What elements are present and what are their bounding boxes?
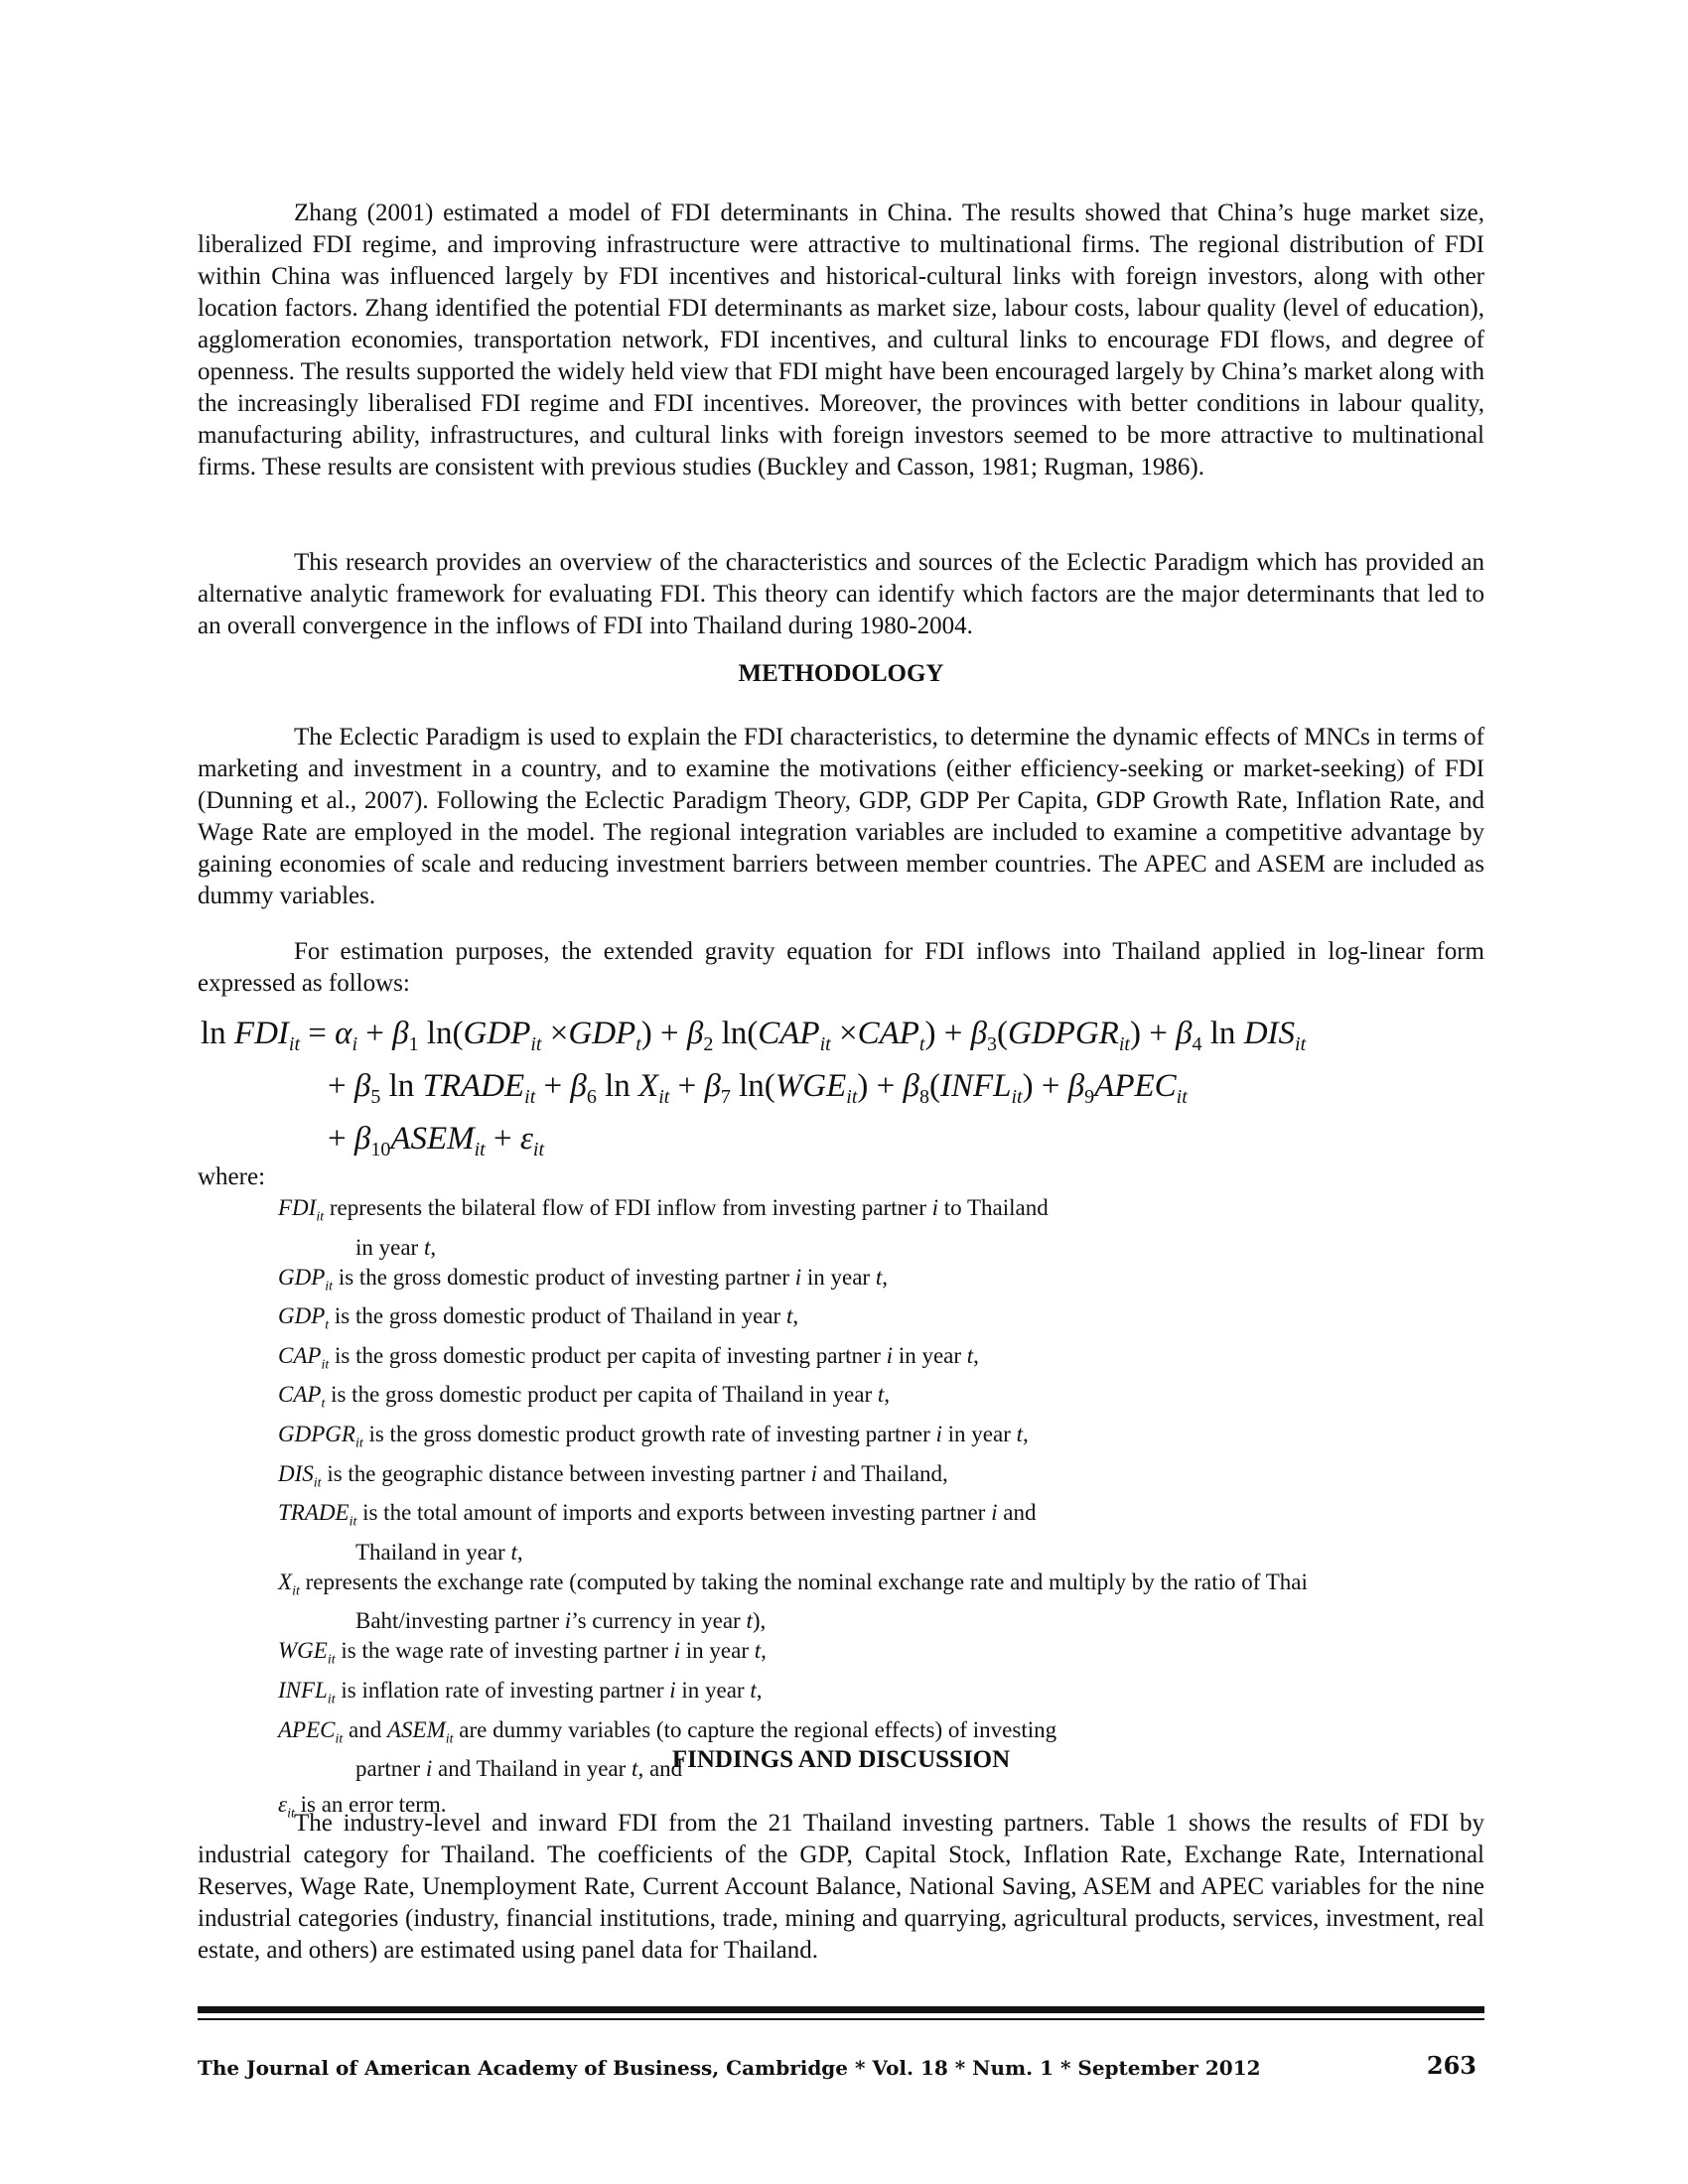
variable-year: t [785,1303,793,1329]
paragraph-zhang: Zhang (2001) estimated a model of FDI determinants in China. The results showed that China’s huge market size, liberalized FDI regime, and improving infrastructure were attractive to multinational firms. The regional distribution of FDI within China was influenced largely by FDI incentives and historical-cultural links with foreign investors, along with other location factors. Zhang identified the potential FDI determinants as market size, labour costs, labour quality (level of education), agglomeration economies, transportation network, FDI incentives, and cultural links to encourage FDI flows, and degree of openness. The results supported the widely held view that FDI might have been encouraged largely by China’s market along with the increasingly liberalised FDI regime and FDI incentives. Moreover, the provinces with better conditions in labour quality, manufacturing ability, infrastructures, and cultural links with foreign investors seemed to be more attractive to multinational firms. These results are consistent with previous studies (Buckley and Casson, 1981; Rugman, 1986). [198,200,1484,480]
definition-item: $DIS_{it}$ is the geographic distance between investing partner i and Thailand, [278,1460,948,1491]
definition-item: $GDP_{it}$ is the gross domestic product of investing partner i in year t, [278,1264,888,1295]
variable-symbol: $APEC_{it}$ [278,1716,344,1747]
variable-symbol: $ASEM_{it}$ [387,1716,454,1747]
variable-index: i [991,1500,998,1526]
variable-index: i [564,1608,572,1634]
equation-line-3: + $\beta_{10}ASEM_{it} + \varepsilon_{it}$ [328,1121,545,1160]
variable-subscript: it [327,1652,336,1668]
definition-item: $GDP_t$ is the gross domestic product of Thailand in year t, [278,1303,799,1333]
variable-subscript: it [287,1806,295,1822]
definition-item: $TRADE_{it}$ is the total amount of imports and exports between investing partner i and Thailand in year t, [278,1498,1470,1568]
definition-continuation: Thailand in year t, [355,1539,523,1565]
variable-index: i [886,1342,894,1368]
variable-definitions [278,1193,1470,1830]
variable-subscript: it [354,1435,363,1451]
variable-year: t [875,1264,883,1290]
paragraph-overview: This research provides an overview of the characteristics and sources of the Eclectic Paradigm which has provided an alternative analytic framework for evaluating FDI. This theory can identify which factors are the major determinants that led to an overall convergence in the inflows of FDI into Thailand during 1980-2004. [198,549,1484,639]
variable-symbol: $\varepsilon_{it}$ [278,1792,295,1822]
variable-symbol: $WGE_{it}$ [278,1638,336,1668]
equation-line-1: $\ln FDI_{it} = \alpha_i + \beta_1$ $\ln(GDP_{it} \times GDP_t) + \beta_2$ $\ln(CAP_{it} \times CAP_t)$ + $\beta_3(GDPGR_{it}) + \beta_4$ $\ln DIS_{it}$ [201,1016,1307,1055]
variable-symbol: $CAP_{it}$ [278,1342,330,1373]
variable-subscript: it [445,1731,454,1747]
variable-year: t [423,1234,431,1260]
variable-year: t [750,1677,757,1703]
where-label: where: [198,1163,266,1190]
variable-year: t [1016,1421,1024,1446]
definition-continuation: in year t, [355,1234,437,1260]
variable-year: t [632,1756,638,1782]
page-number: 263 [1426,2051,1477,2080]
variable-subscript: t [321,1396,326,1412]
variable-index: i [669,1677,676,1703]
variable-subscript: it [292,1583,300,1599]
definition-item: $CAP_t$ is the gross domestic product per capita of Thailand in year t, [278,1382,891,1412]
equation-line-2: + $\beta_5$ $\ln TRADE_{it} + \beta_6$ $\ln X_{it} + \beta_7$ $\ln(WGE_{it})$ + $\beta_8(INFL_{it})$ + $\beta_9APEC_{it}$ [328,1068,1188,1108]
footer-rule-thick [198,2006,1484,2013]
variable-index: i [810,1460,818,1486]
definition-item: $FDI_{it}$ represents the bilateral flow of FDI inflow from investing partner i to Thailand in year t, [278,1193,1470,1263]
definition-item: $INFL_{it}$ is inflation rate of investing partner i in year t, [278,1677,763,1707]
variable-subscript: t [325,1317,330,1333]
paragraph-estimation: For estimation purposes, the extended gravity equation for FDI inflows into Thailand applied in log-linear form expressed as follows: [198,938,1484,997]
definition-continuation: partner i and Thailand in year t, and [355,1756,683,1782]
paragraph-findings: The industry-level and inward FDI from the 21 Thailand investing partners. Table 1 shows the results of FDI by industrial category for Thailand. The coefficients of the GDP, Capital Stock, Inflation Rate, Exchange Rate, International Reserves, Wage Rate, Unemployment Rate, Current Account Balance, National Saving, ASEM and APEC variables for the nine industrial categories (industry, financial institutions, trade, mining and quarrying, agricultural products, services, investment, real estate, and others) are estimated using panel data for Thailand. [198,1810,1484,1964]
variable-subscript: it [325,1279,334,1295]
variable-symbol: $FDI_{it}$ [278,1195,325,1225]
footer [198,2053,1484,2083]
variable-symbol: $X_{it}$ [278,1569,300,1599]
variable-symbol: $INFL_{it}$ [278,1677,336,1707]
variable-subscript: it [313,1475,322,1491]
heading-findings: FINDINGS AND DISCUSSION [671,1746,1011,1773]
variable-index: i [935,1421,942,1446]
variable-symbol: $TRADE_{it}$ [278,1500,357,1530]
variable-subscript: it [316,1209,325,1225]
definition-item: $GDPGR_{it}$ is the gross domestic product growth rate of investing partner i in year t, [278,1421,1029,1451]
definition-item: $\varepsilon_{it}$ is an error term. [278,1792,447,1822]
variable-year: t [966,1342,974,1368]
variable-symbol: $DIS_{it}$ [278,1460,322,1491]
variable-year: t [754,1638,762,1664]
variable-year: t [746,1608,753,1634]
variable-index: i [931,1195,939,1220]
definition-item: $CAP_{it}$ is the gross domestic product per capita of investing partner i in year t, [278,1342,979,1373]
variable-symbol: $GDP_{it}$ [278,1264,334,1295]
variable-year: t [877,1382,885,1408]
variable-subscript: it [321,1357,330,1373]
journal-citation: The Journal of American Academy of Business, Cambridge * Vol. 18 * Num. 1 * September 2012 [198,2056,1261,2080]
variable-index: i [673,1638,681,1664]
definition-item: $APEC_{it}$ and $ASEM_{it}$ are dummy variables (to capture the regional effects) of investing partner i and Thailand in year t, and [278,1715,1470,1785]
variable-year: t [510,1539,517,1565]
footer-rule-thin [198,2018,1484,2020]
variable-symbol: $GDPGR_{it}$ [278,1421,363,1451]
variable-index: i [794,1264,802,1290]
variable-symbol: $GDP_t$ [278,1303,330,1333]
paragraph-methodology: The Eclectic Paradigm is used to explain the FDI characteristics, to determine the dynamic effects of MNCs in terms of marketing and investment in a country, and to examine the motivations (either efficiency-seeking or market-seeking) of FDI (Dunning et al., 2007). Following the Eclectic Paradigm Theory, GDP, GDP Per Capita, GDP Growth Rate, Inflation Rate, and Wage Rate are employed in the model. The regional integration variables are included to examine a competitive advantage by gaining economies of scale and reducing investment barriers between member countries. The APEC and ASEM are included as dummy variables. [198,724,1484,909]
variable-symbol: $CAP_t$ [278,1382,326,1412]
variable-subscript: it [335,1731,344,1747]
variable-subscript: it [349,1514,357,1530]
heading-methodology: METHODOLOGY [738,660,944,687]
definition-item: $WGE_{it}$ is the wage rate of investing partner i in year t, [278,1638,767,1668]
variable-index: i [425,1756,433,1782]
definition-item: $X_{it}$ represents the exchange rate (computed by taking the nominal exchange rate and multiply by the ratio of Thai Baht/investing partner i’s currency in year t), [278,1568,1470,1637]
variable-subscript: it [327,1692,336,1707]
definition-continuation: Baht/investing partner i’s currency in year t), [355,1608,767,1634]
